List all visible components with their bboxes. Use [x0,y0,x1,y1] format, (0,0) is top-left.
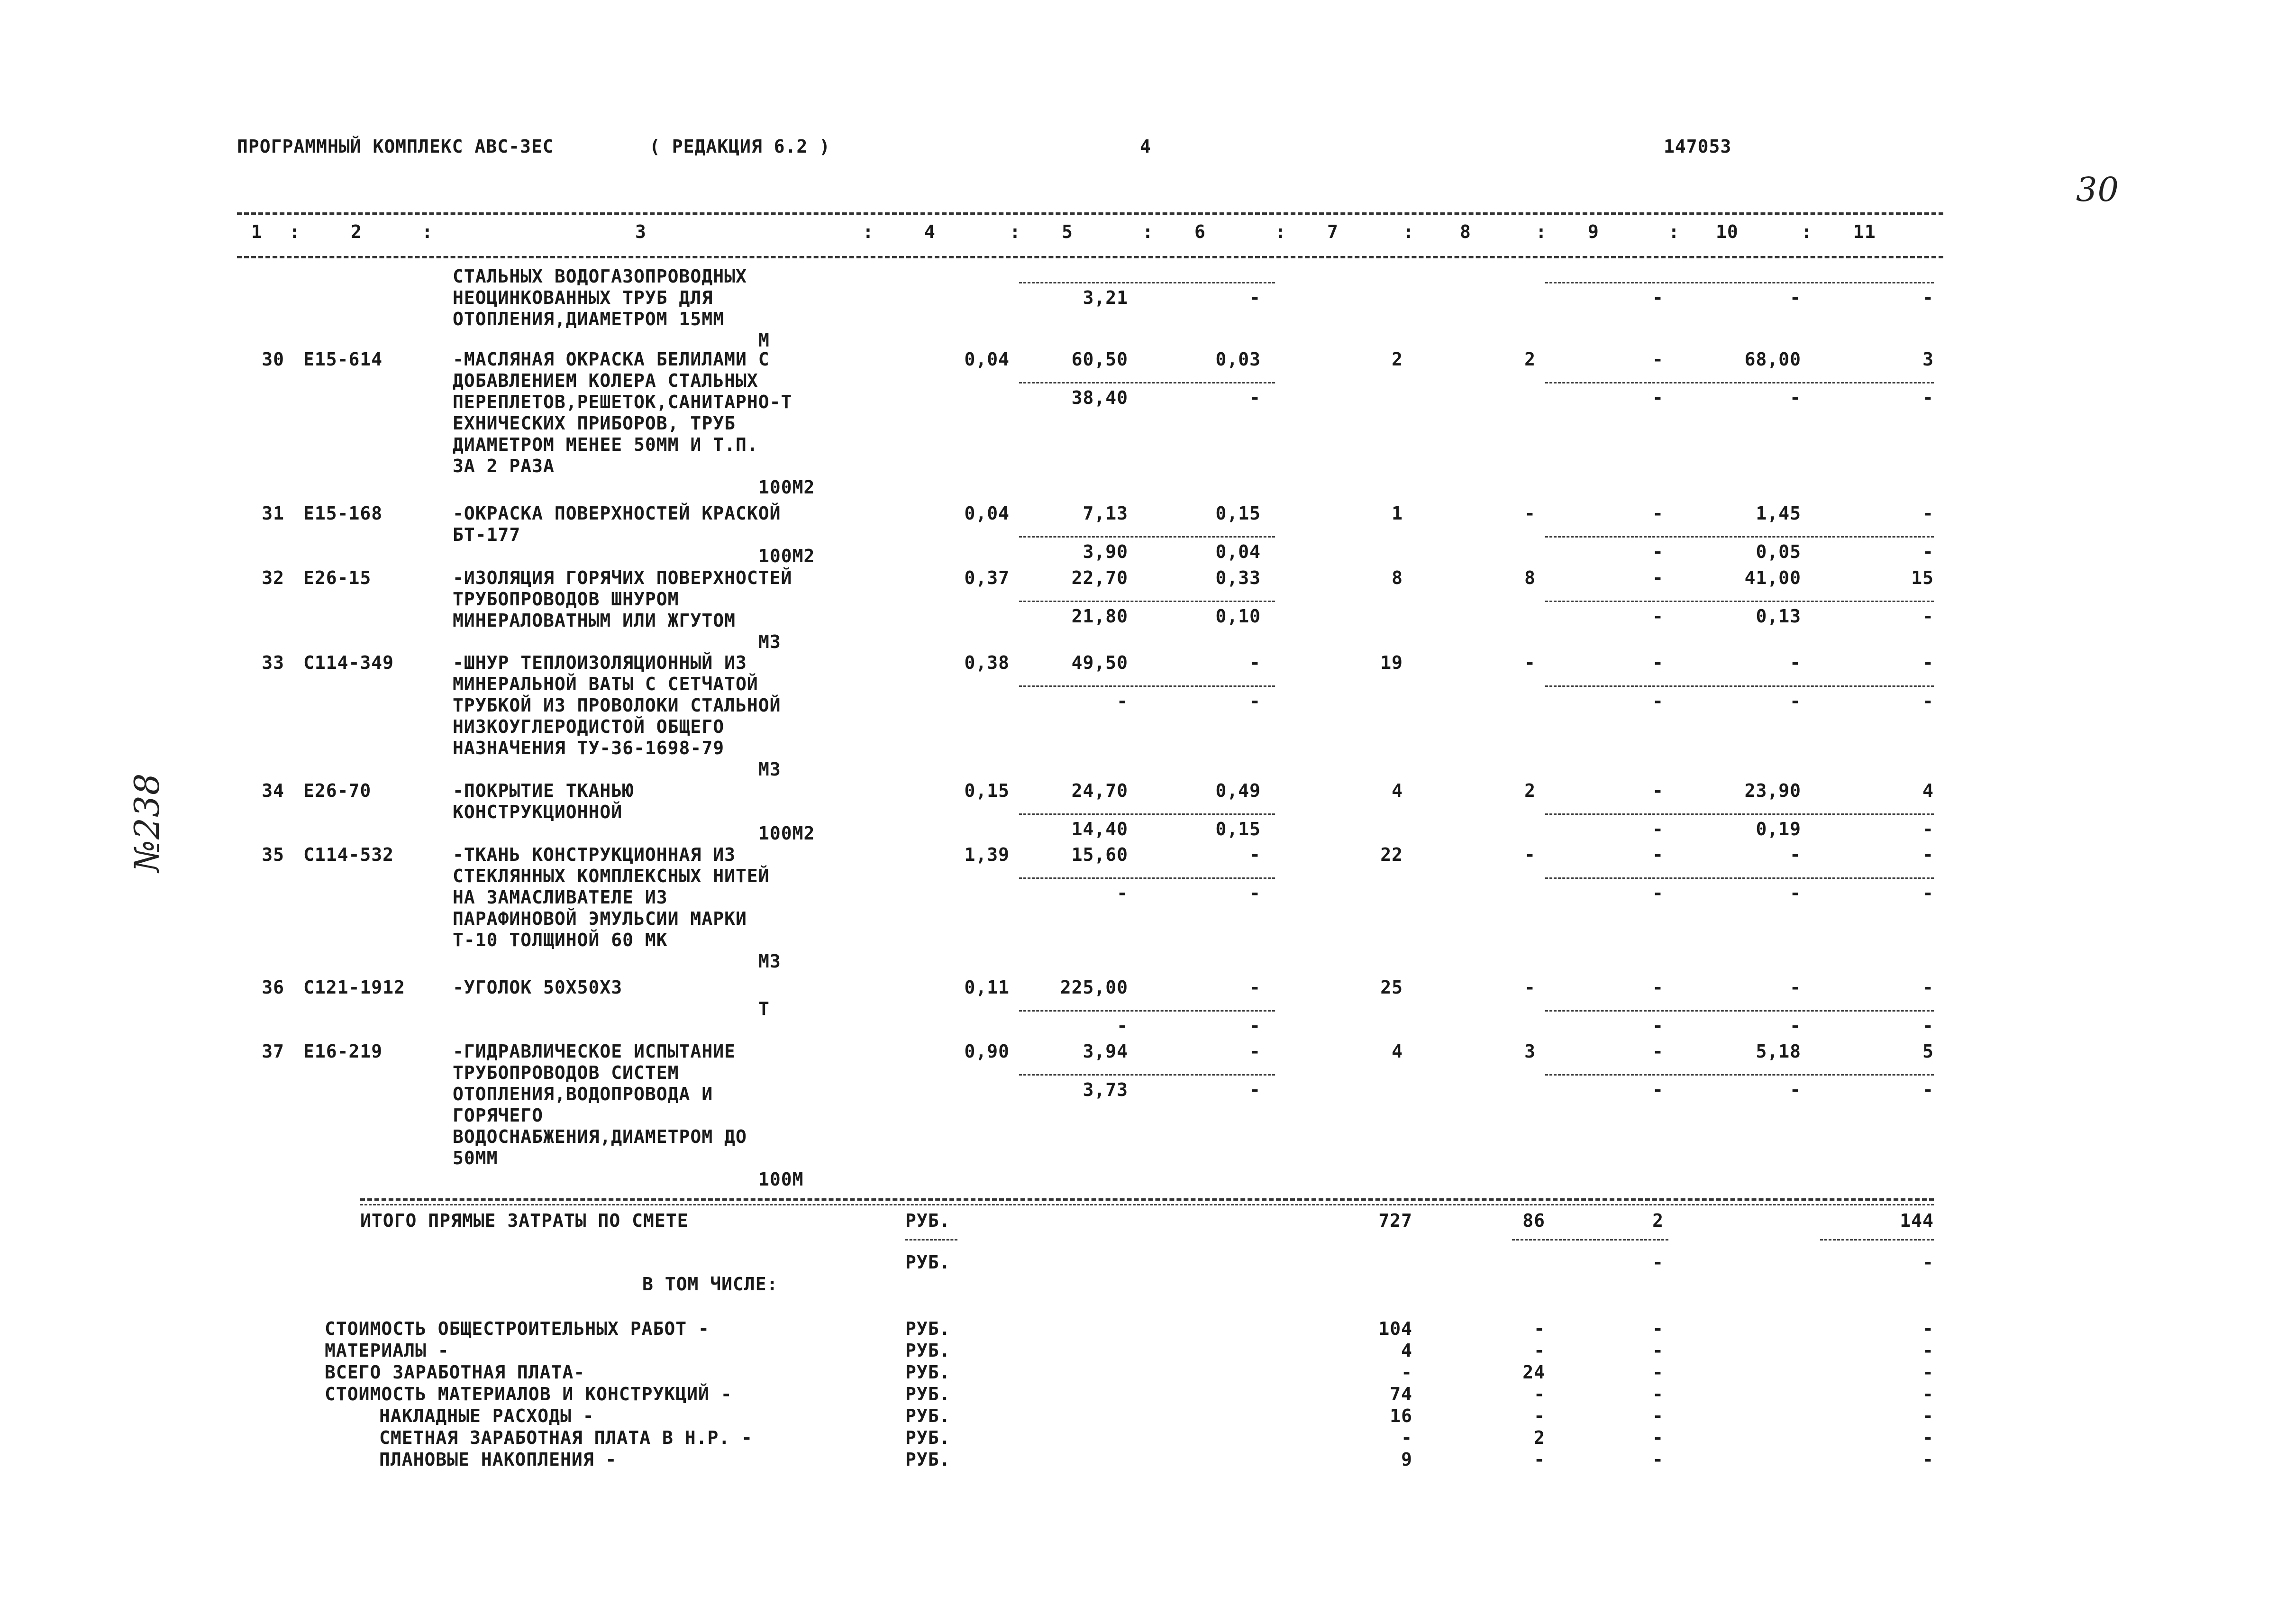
row-col11: - [1922,652,1934,673]
row-subtotal-rule [1019,601,1275,602]
row-description-line: ГОРЯЧЕГО [453,1105,544,1126]
totals-col9: 2 [1652,1210,1664,1231]
row-col10-sub: - [1790,1015,1801,1036]
row-unit: Т [758,998,770,1019]
breakdown-col7: 4 [1401,1340,1412,1361]
program-title: ПРОГРАММНЫЙ КОМПЛЕКС АВС-3ЕС [237,136,554,157]
totals-unit-2: РУБ. [905,1252,951,1273]
row-description-line: СТАЛЬНЫХ ВОДОГАЗОПРОВОДНЫХ [453,266,747,287]
row-col5-sub: 14,40 [1071,819,1128,839]
row-col6-sub: - [1249,883,1261,903]
row-description-line: ТРУБКОЙ ИЗ ПРОВОЛОКИ СТАЛЬНОЙ [453,695,781,716]
breakdown-unit: РУБ. [905,1362,951,1383]
row-subtotal-rule [1545,813,1934,815]
breakdown-col9: - [1652,1340,1664,1361]
column-header-10: 10 [1716,221,1739,242]
row-col6: 0,33 [1215,567,1261,588]
totals-top-rule [360,1198,1934,1201]
column-separator: : [1403,221,1414,242]
row-col7: 4 [1392,780,1403,801]
column-header-4: 4 [924,221,936,242]
row-code: Е15-168 [303,503,383,524]
breakdown-label: ПЛАНОВЫЕ НАКОПЛЕНИЯ - [379,1449,617,1470]
row-description-line: ПАРАФИНОВОЙ ЭМУЛЬСИИ МАРКИ [453,908,747,929]
row-col6: 0,03 [1215,349,1261,370]
row-description-line: НАЗНАЧЕНИЯ ТУ-36-1698-79 [453,738,725,758]
row-code: Е15-614 [303,349,383,370]
row-col6: 0,15 [1215,503,1261,524]
breakdown-unit: РУБ. [905,1427,951,1448]
row-col6-sub: - [1249,1079,1261,1100]
row-subtotal-rule [1019,536,1275,538]
row-description-line: БТ-177 [453,524,521,545]
breakdown-col9: - [1652,1318,1664,1339]
row-col11-sub: - [1922,883,1934,903]
totals-col11-b: - [1922,1252,1934,1273]
row-col7: 8 [1392,567,1403,588]
breakdown-col7: - [1401,1362,1412,1383]
breakdown-unit: РУБ. [905,1340,951,1361]
row-col5-sub: 3,90 [1083,541,1128,562]
totals-top-rule-2 [360,1204,1934,1205]
row-subtotal-rule [1545,1010,1934,1012]
row-col7: 2 [1392,349,1403,370]
row-description-line: ВОДОСНАБЖЕНИЯ,ДИАМЕТРОМ ДО [453,1126,747,1147]
row-number: 31 [262,503,284,524]
row-number: 35 [262,844,284,865]
row-col11: 5 [1922,1041,1934,1062]
row-col5-sub: - [1117,691,1128,712]
row-description-line: МИНЕРАЛОВАТНЫМ ИЛИ ЖГУТОМ [453,610,736,631]
column-separator: : [1275,221,1286,242]
column-separator: : [422,221,433,242]
row-description-line: НЕОЦИНКОВАННЫХ ТРУБ ДЛЯ [453,287,713,308]
row-description-line: -МАСЛЯНАЯ ОКРАСКА БЕЛИЛАМИ С [453,349,770,370]
breakdown-col11: - [1922,1405,1934,1426]
row-code: Е26-70 [303,780,372,801]
row-unit: 100М2 [758,477,815,498]
row-col10: 5,18 [1756,1041,1801,1062]
row-col5-sub: 38,40 [1071,387,1128,408]
breakdown-col7: - [1401,1427,1412,1448]
row-col11-sub: - [1922,1015,1934,1036]
row-col11-sub: - [1922,819,1934,839]
row-col10-sub: 0,19 [1756,819,1801,839]
breakdown-col8: - [1534,1384,1545,1405]
breakdown-col8: - [1534,1340,1545,1361]
row-subtotal-rule [1545,282,1934,283]
row-code: Е16-219 [303,1041,383,1062]
including-label: В ТОМ ЧИСЛЕ: [642,1274,778,1295]
row-col7: 22 [1380,844,1403,865]
row-col9-sub: - [1652,819,1664,839]
row-col10: 23,90 [1744,780,1801,801]
row-unit: М [758,330,770,351]
breakdown-col8: 24 [1522,1362,1545,1383]
row-col11: - [1922,503,1934,524]
breakdown-col11: - [1922,1340,1934,1361]
row-col7: 1 [1392,503,1403,524]
row-col5: 22,70 [1071,567,1128,588]
row-subtotal-rule [1019,685,1275,687]
row-col9-sub: - [1652,883,1664,903]
row-col4: 0,15 [964,780,1010,801]
row-col5-sub: 21,80 [1071,606,1128,627]
row-description-line: ЗА 2 РАЗА [453,456,555,476]
row-col6: - [1249,652,1261,673]
row-col9: - [1652,1041,1664,1062]
breakdown-col9: - [1652,1449,1664,1470]
row-description-line: -ГИДРАВЛИЧЕСКОЕ ИСПЫТАНИЕ [453,1041,736,1062]
breakdown-col8: - [1534,1318,1545,1339]
row-col6-sub: 0,15 [1215,819,1261,839]
row-col6: - [1249,977,1261,998]
row-col11-sub: - [1922,287,1934,308]
row-col9-sub: - [1652,1079,1664,1100]
row-subtotal-rule [1545,877,1934,879]
row-col4: 1,39 [964,844,1010,865]
row-number: 32 [262,567,284,588]
row-unit: 100М2 [758,823,815,844]
row-col11: - [1922,844,1934,865]
row-col7: 19 [1380,652,1403,673]
row-number: 33 [262,652,284,673]
row-code: С114-532 [303,844,394,865]
column-header-6: 6 [1194,221,1206,242]
row-subtotal-rule [1019,1074,1275,1076]
row-col10: 41,00 [1744,567,1801,588]
row-description-line: ДОБАВЛЕНИЕМ КОЛЕРА СТАЛЬНЫХ [453,370,758,391]
breakdown-unit: РУБ. [905,1449,951,1470]
row-col10: 1,45 [1756,503,1801,524]
breakdown-unit: РУБ. [905,1384,951,1405]
row-col5: 15,60 [1071,844,1128,865]
edition-label: ( РЕДАКЦИЯ 6.2 ) [649,136,831,157]
row-col9-sub: - [1652,1015,1664,1036]
row-description-line: 50ММ [453,1148,498,1168]
row-col7: 25 [1380,977,1403,998]
row-col4: 0,04 [964,349,1010,370]
row-col10-sub: - [1790,883,1801,903]
row-unit: М3 [758,631,781,652]
totals-mid-rule [905,1239,957,1241]
row-unit: 100М [758,1169,804,1190]
row-col9: - [1652,844,1664,865]
row-unit: М3 [758,951,781,972]
row-col5: 60,50 [1071,349,1128,370]
row-description-line: -ИЗОЛЯЦИЯ ГОРЯЧИХ ПОВЕРХНОСТЕЙ [453,567,792,588]
row-description-line: СТЕКЛЯННЫХ КОМПЛЕКСНЫХ НИТЕЙ [453,866,770,886]
row-col7: 4 [1392,1041,1403,1062]
row-description-line: ОТОПЛЕНИЯ,ВОДОПРОВОДА И [453,1084,713,1104]
row-col4: 0,38 [964,652,1010,673]
row-col9: - [1652,503,1664,524]
breakdown-unit: РУБ. [905,1318,951,1339]
row-col5: 225,00 [1060,977,1128,998]
row-col8: - [1524,844,1536,865]
breakdown-unit: РУБ. [905,1405,951,1426]
row-unit: М3 [758,759,781,780]
breakdown-label: СТОИМОСТЬ ОБЩЕСТРОИТЕЛЬНЫХ РАБОТ - [325,1318,710,1339]
breakdown-col9: - [1652,1405,1664,1426]
row-description-line: КОНСТРУКЦИОННОЙ [453,802,623,822]
row-col11: 3 [1922,349,1934,370]
breakdown-col8: - [1534,1405,1545,1426]
breakdown-col7: 104 [1378,1318,1412,1339]
row-col11: 15 [1911,567,1934,588]
row-col9: - [1652,567,1664,588]
row-col10: - [1790,652,1801,673]
row-description-line: -ШНУР ТЕПЛОИЗОЛЯЦИОННЫЙ ИЗ [453,652,747,673]
row-col8: 2 [1524,349,1536,370]
row-description-line: НИЗКОУГЛЕРОДИСТОЙ ОБЩЕГО [453,716,725,737]
row-col10-sub: 0,13 [1756,606,1801,627]
row-subtotal-rule [1545,1074,1934,1076]
breakdown-col11: - [1922,1427,1934,1448]
row-col8: - [1524,652,1536,673]
row-col8: - [1524,503,1536,524]
row-code: Е26-15 [303,567,372,588]
row-col10-sub: - [1790,691,1801,712]
row-subtotal-rule [1019,382,1275,383]
column-header-8: 8 [1460,221,1471,242]
row-col9-sub: - [1652,541,1664,562]
row-col10-sub: - [1790,1079,1801,1100]
breakdown-col9: - [1652,1362,1664,1383]
row-col6-sub: - [1249,1015,1261,1036]
breakdown-col11: - [1922,1362,1934,1383]
totals-col8: 86 [1522,1210,1545,1231]
row-subtotal-rule [1545,536,1934,538]
row-description-line: ДИАМЕТРОМ МЕНЕЕ 50ММ И Т.П. [453,434,758,455]
totals-unit: РУБ. [905,1210,951,1231]
row-col10: - [1790,977,1801,998]
row-col8: 3 [1524,1041,1536,1062]
totals-col9-b: - [1652,1252,1664,1273]
row-number: 36 [262,977,284,998]
breakdown-col7: 74 [1390,1384,1412,1405]
row-subtotal-rule [1545,685,1934,687]
row-col6-sub: - [1249,287,1261,308]
row-col9: - [1652,652,1664,673]
row-col11: - [1922,977,1934,998]
row-unit: 100М2 [758,546,815,566]
row-col9: - [1652,349,1664,370]
row-code: С114-349 [303,652,394,673]
row-description-line: ОТОПЛЕНИЯ,ДИАМЕТРОМ 15ММ [453,309,725,329]
column-separator: : [1668,221,1680,242]
row-description-line: -ОКРАСКА ПОВЕРХНОСТЕЙ КРАСКОЙ [453,503,781,524]
column-separator: : [1010,221,1021,242]
column-separator: : [289,221,301,242]
breakdown-col8: - [1534,1449,1545,1470]
column-separator: : [1142,221,1154,242]
breakdown-col11: - [1922,1384,1934,1405]
row-col9-sub: - [1652,387,1664,408]
row-code: С121-1912 [303,977,405,998]
row-col10-sub: 0,05 [1756,541,1801,562]
breakdown-col11: - [1922,1449,1934,1470]
row-col4: 0,11 [964,977,1010,998]
row-description-line: ТРУБОПРОВОДОВ СИСТЕМ [453,1062,679,1083]
row-col11-sub: - [1922,691,1934,712]
row-col11-sub: - [1922,387,1934,408]
row-col11: 4 [1922,780,1934,801]
breakdown-label: НАКЛАДНЫЕ РАСХОДЫ - [379,1405,594,1426]
totals-col11: 144 [1900,1210,1934,1231]
column-header-3: 3 [635,221,647,242]
breakdown-col9: - [1652,1427,1664,1448]
handwritten-side-note: №238 [127,773,167,872]
row-col10: 68,00 [1744,349,1801,370]
row-col9-sub: - [1652,287,1664,308]
totals-label: ИТОГО ПРЯМЫЕ ЗАТРАТЫ ПО СМЕТЕ [360,1210,689,1231]
row-subtotal-rule [1019,877,1275,879]
row-col5-sub: - [1117,1015,1128,1036]
row-col8: 8 [1524,567,1536,588]
row-col9-sub: - [1652,606,1664,627]
header-top-rule [237,212,1943,215]
row-col6: - [1249,1041,1261,1062]
row-description-line: ЕХНИЧЕСКИХ ПРИБОРОВ, ТРУБ [453,413,736,434]
row-description-line: ПЕРЕПЛЕТОВ,РЕШЕТОК,САНИТАРНО-Т [453,392,792,412]
document-code: 147053 [1664,136,1732,157]
row-description-line: НА ЗАМАСЛИВАТЕЛЕ ИЗ [453,887,668,908]
column-header-11: 11 [1853,221,1876,242]
row-col6-sub: 0,10 [1215,606,1261,627]
totals-mid-rule-b [1512,1239,1668,1241]
row-col5: 7,13 [1083,503,1128,524]
breakdown-label: СМЕТНАЯ ЗАРАБОТНАЯ ПЛАТА В Н.Р. - [379,1427,753,1448]
row-col10-sub: - [1790,387,1801,408]
row-col6: 0,49 [1215,780,1261,801]
column-header-7: 7 [1327,221,1339,242]
row-description-line: МИНЕРАЛЬНОЙ ВАТЫ С СЕТЧАТОЙ [453,674,758,694]
column-header-9: 9 [1588,221,1599,242]
row-col4: 0,90 [964,1041,1010,1062]
breakdown-label: ВСЕГО ЗАРАБОТНАЯ ПЛАТА- [325,1362,585,1383]
row-col11-sub: - [1922,1079,1934,1100]
row-description-line: -УГОЛОК 50Х50Х3 [453,977,623,998]
row-col5: 49,50 [1071,652,1128,673]
breakdown-col7: 9 [1401,1449,1412,1470]
row-description-line: ТРУБОПРОВОДОВ ШНУРОМ [453,589,679,610]
column-header-5: 5 [1062,221,1073,242]
column-separator: : [1536,221,1547,242]
row-col10: - [1790,844,1801,865]
breakdown-col9: - [1652,1384,1664,1405]
row-col8: - [1524,977,1536,998]
column-separator: : [1801,221,1812,242]
column-separator: : [863,221,874,242]
row-col5-sub: 3,21 [1083,287,1128,308]
row-col10-sub: - [1790,287,1801,308]
row-col6: - [1249,844,1261,865]
row-col4: 0,04 [964,503,1010,524]
row-col11-sub: - [1922,606,1934,627]
row-col11-sub: - [1922,541,1934,562]
breakdown-col8: 2 [1534,1427,1545,1448]
row-col6-sub: - [1249,691,1261,712]
column-header-1: 1 [251,221,263,242]
breakdown-label: МАТЕРИАЛЫ - [325,1340,449,1361]
row-col8: 2 [1524,780,1536,801]
row-number: 30 [262,349,284,370]
row-number: 34 [262,780,284,801]
row-description-line: -ТКАНЬ КОНСТРУКЦИОННАЯ ИЗ [453,844,736,865]
row-col9-sub: - [1652,691,1664,712]
row-subtotal-rule [1019,813,1275,815]
row-subtotal-rule [1019,1010,1275,1012]
row-subtotal-rule [1545,601,1934,602]
breakdown-col11: - [1922,1318,1934,1339]
row-col6-sub: - [1249,387,1261,408]
header-bottom-rule [237,256,1943,258]
row-col5-sub: - [1117,883,1128,903]
row-col5: 24,70 [1071,780,1128,801]
row-col6-sub: 0,04 [1215,541,1261,562]
corner-page-number: 30 [2076,170,2120,209]
totals-col7: 727 [1378,1210,1412,1231]
row-col5-sub: 3,73 [1083,1079,1128,1100]
row-description-line: Т-10 ТОЛЩИНОЙ 60 МК [453,930,668,950]
row-subtotal-rule [1545,382,1934,383]
row-col4: 0,37 [964,567,1010,588]
row-number: 37 [262,1041,284,1062]
row-subtotal-rule [1019,282,1275,283]
page-number: 4 [1140,136,1151,157]
row-col9: - [1652,780,1664,801]
breakdown-label: СТОИМОСТЬ МАТЕРИАЛОВ И КОНСТРУКЦИЙ - [325,1384,732,1405]
column-header-2: 2 [351,221,362,242]
row-col9: - [1652,977,1664,998]
totals-mid-rule-c [1820,1239,1934,1241]
row-description-line: -ПОКРЫТИЕ ТКАНЬЮ [453,780,634,801]
row-col5: 3,94 [1083,1041,1128,1062]
breakdown-col7: 16 [1390,1405,1412,1426]
